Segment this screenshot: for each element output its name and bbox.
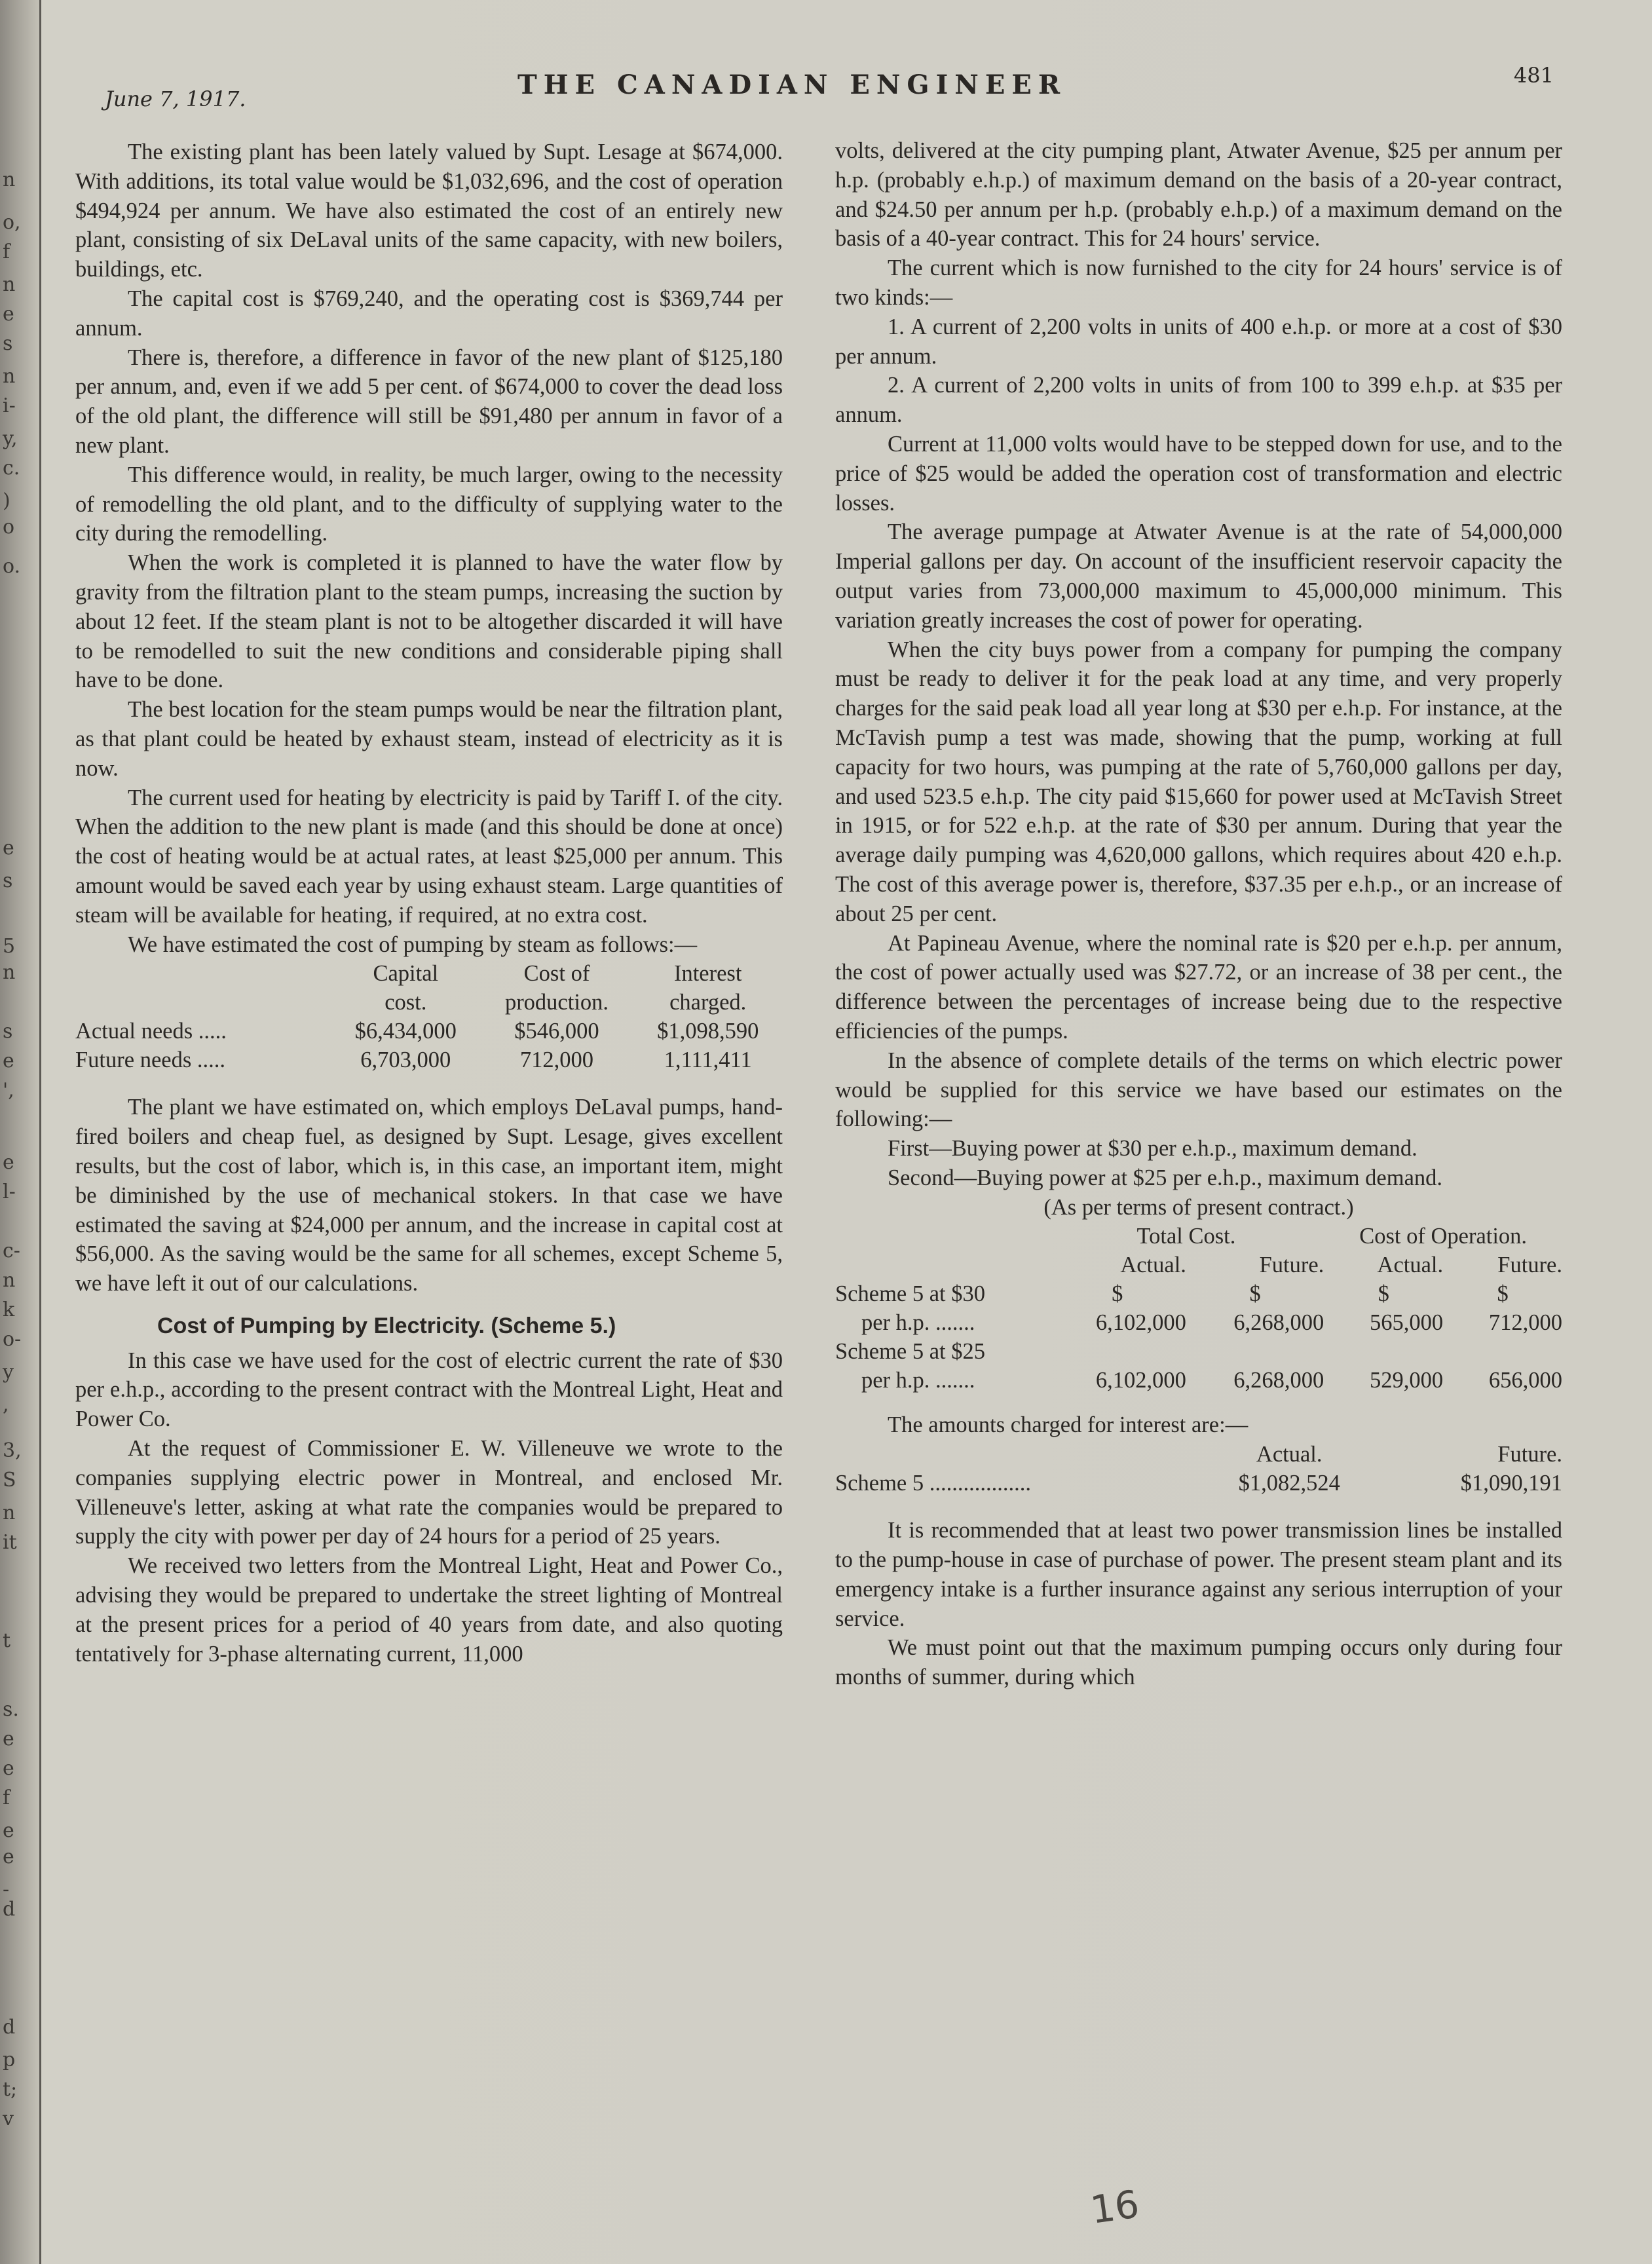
paragraph: Second—Buying power at $25 per e.h.p., maximum demand. xyxy=(888,1165,1443,1190)
paragraph: At Papineau Avenue, where the nominal rate is $20 per e.h.p. per annum, the cost of power actually used was $27.72, or an increase of 38 per cent., the difference between the percentages of increase being due to the respective efficiencies of the pumps. xyxy=(835,930,1562,1044)
margin-char: f xyxy=(3,240,10,263)
table-cell: 1,111,411 xyxy=(664,1047,752,1073)
column-header: Cost of xyxy=(523,961,590,987)
margin-char: e xyxy=(3,1845,14,1868)
table-row xyxy=(835,1308,1562,1337)
table-row xyxy=(75,1046,783,1074)
column-header: Future. xyxy=(1497,1253,1562,1278)
margin-char: o xyxy=(3,516,15,538)
table-row xyxy=(75,1017,783,1046)
running-header xyxy=(85,60,1554,111)
paragraph: The plant we have estimated on, which employs DeLaval pumps, hand-fired boilers and cheap fuel, as designed by Supt. Lesage, gives excellent results, but the cost of labor, which is, in this case, an important item, might be diminished by the use of mechanical stokers. In that case we have estimated the saving at $24,000 per annum, and the increase in capital cost at $56,000. As the saving would be the same for all schemes, except Scheme 5, we have left it out of our calculations. xyxy=(75,1095,783,1296)
table-cell: 6,268,000 xyxy=(1233,1310,1324,1336)
row-label: Scheme 5 .................. xyxy=(835,1471,1031,1496)
margin-char: s xyxy=(3,332,13,355)
margin-char: k xyxy=(3,1298,15,1321)
table-cell: 6,102,000 xyxy=(1095,1368,1186,1393)
table-cell: 6,703,000 xyxy=(360,1047,451,1073)
margin-char: e xyxy=(3,1151,14,1174)
margin-char: e xyxy=(3,1819,14,1842)
margin-char: ) xyxy=(3,489,10,512)
group-header: Cost of Operation. xyxy=(1359,1224,1528,1249)
paragraph: At the request of Commissioner E. W. Villeneuve we wrote to the companies supplying electric power in Montreal, and enclosed Mr. Villeneuve's letter, asking at what rate the companies would be prepared to supply the city with power per day of 24 hours for a period of 25 years. xyxy=(75,1436,783,1549)
margin-char: , xyxy=(3,1393,9,1416)
currency-sign: $ xyxy=(1378,1281,1389,1307)
row-label: Scheme 5 at $25 xyxy=(835,1339,985,1365)
row-label: Scheme 5 at $30 xyxy=(835,1281,985,1307)
paragraph: 2. A current of 2,200 volts in units of from 100 to 399 e.h.p. at $35 per annum. xyxy=(835,373,1562,428)
margin-char: it xyxy=(3,1531,17,1554)
column-header: charged. xyxy=(669,990,747,1015)
margin-char: l- xyxy=(3,1180,16,1203)
paragraph: The existing plant has been lately valued by Supt. Lesage at $674,000. With additions, its total value would be $1,032,696, and the cost of operation $494,924 per annum. We have also estimated the cost of an entirely new plant, consisting of six DeLaval units of the same capacity, with new boilers, buildings, etc. xyxy=(75,140,783,282)
margin-char: f xyxy=(3,1786,10,1809)
table-cell: 6,102,000 xyxy=(1095,1310,1186,1336)
paragraph: 1. A current of 2,200 volts in units of 400 e.h.p. or more at a cost of $30 per annum. xyxy=(835,314,1562,369)
margin-char: o, xyxy=(3,211,21,234)
column-header: cost. xyxy=(385,990,427,1015)
margin-char: 5 xyxy=(3,935,16,958)
handwritten-mark: 16 xyxy=(1087,2181,1142,2233)
margin-char: c. xyxy=(3,457,20,480)
margin-char: i- xyxy=(3,394,16,417)
margin-char: n xyxy=(3,168,16,191)
currency-sign: $ xyxy=(1249,1281,1261,1307)
margin-char: e xyxy=(3,1049,14,1072)
column-header: Future. xyxy=(1497,1442,1562,1467)
currency-sign: $ xyxy=(1497,1281,1509,1307)
table-cell: $6,434,000 xyxy=(354,1019,457,1044)
row-label: per h.p. ....... xyxy=(861,1310,975,1336)
margin-char: s xyxy=(3,869,13,892)
interest-table xyxy=(835,1440,1562,1498)
margin-char: t; xyxy=(3,2078,18,2101)
row-label: Actual needs ..... xyxy=(75,1019,227,1044)
paragraph: In this case we have used for the cost of electric current the rate of $30 per e.h.p., according to the present contract with the Montreal Light, Heat and Power Co. xyxy=(75,1348,783,1432)
table-caption: (As per terms of present contract.) xyxy=(1043,1194,1354,1220)
paragraph: There is, therefore, a difference in favor of the new plant of $125,180 per annum, and, even if we add 5 per cent. of $674,000 to cover the dead loss of the old plant, the difference will still be $91,480 per annum in favor of a new plant. xyxy=(75,345,783,458)
table-cell: $546,000 xyxy=(514,1019,599,1044)
margin-char: e xyxy=(3,837,14,859)
margin-char: e xyxy=(3,1727,14,1750)
right-column xyxy=(835,136,1562,1692)
margin-char: s xyxy=(3,1020,13,1043)
column-header: Actual. xyxy=(1120,1253,1186,1278)
paragraph: We have estimated the cost of pumping by steam as follows:— xyxy=(128,932,698,957)
column-header: Interest xyxy=(673,961,742,987)
paragraph: It is recommended that at least two power transmission lines be installed to the pump-house in case of purchase of power. The present steam plant and its emergency intake is a further insurance against any serious interruption of your service. xyxy=(835,1518,1562,1631)
table-cell: $1,098,590 xyxy=(657,1019,759,1044)
paragraph: The current used for heating by electricity is paid by Tariff I. of the city. When the addition to the new plant is made (and this should be done at once) the cost of heating would be at actual rates, at least $25,000 per annum. This amount would be saved each year by using exhaust steam. Large quantities of steam will be available for heating, if required, at no extra cost. xyxy=(75,785,783,928)
table-cell: 712,000 xyxy=(1488,1310,1562,1336)
column-header: production. xyxy=(504,990,609,1015)
left-column xyxy=(75,138,783,1669)
margin-char: o. xyxy=(3,555,21,578)
margin-char: p xyxy=(3,2048,16,2071)
row-label: Future needs ..... xyxy=(75,1047,226,1073)
journal-title: THE CANADIAN ENGINEER xyxy=(517,69,1067,100)
header-date: June 7, 1917. xyxy=(105,86,246,111)
row-label: per h.p. ....... xyxy=(861,1368,975,1393)
paragraph: This difference would, in reality, be much larger, owing to the necessity of remodelling the old plant, and to the difficulty of supplying water to the city during the remodelling. xyxy=(75,462,783,546)
table-row xyxy=(835,1337,1562,1366)
table-cell: $1,082,524 xyxy=(1238,1471,1340,1496)
margin-char: c- xyxy=(3,1239,20,1262)
margin-char: 3, xyxy=(3,1439,22,1462)
table-cell: 6,268,000 xyxy=(1233,1368,1324,1393)
table-cell: 565,000 xyxy=(1370,1310,1444,1336)
paragraph: The amounts charged for interest are:— xyxy=(888,1412,1248,1438)
margin-char: n xyxy=(3,961,16,984)
steam-cost-table xyxy=(75,959,783,1074)
margin-char: e xyxy=(3,303,14,326)
column-header: Actual. xyxy=(1256,1442,1323,1467)
paragraph: First—Buying power at $30 per e.h.p., maximum demand. xyxy=(888,1136,1417,1161)
section-heading: Cost of Pumping by Electricity. (Scheme 5.) xyxy=(157,1313,616,1338)
paragraph: When the work is completed it is planned to have the water flow by gravity from the filtration plant to the steam pumps, increasing the suction by about 12 feet. If the steam plant is not to be altogether discarded it will have to be remodelled to suit the new conditions and considerable piping shall have to be done. xyxy=(75,550,783,693)
table-cell: 712,000 xyxy=(519,1047,594,1073)
margin-char: d xyxy=(3,2016,16,2039)
currency-sign: $ xyxy=(1112,1281,1123,1307)
table-row xyxy=(835,1366,1562,1395)
paragraph: The best location for the steam pumps would be near the filtration plant, as that plant could be heated by exhaust steam, instead of electricity as it is now. xyxy=(75,697,783,781)
margin-char: y, xyxy=(3,427,18,450)
table-cell: 529,000 xyxy=(1370,1368,1444,1393)
group-header: Total Cost. xyxy=(1136,1224,1236,1249)
column-header: Actual. xyxy=(1377,1253,1444,1278)
margin-char: S xyxy=(3,1469,16,1492)
paragraph: When the city buys power from a company for pumping the company must be ready to deliver it for the peak load at any time, and very properly charges for the said peak load all year long at $30 per e.h.p. For instance, at the McTavish pump a test was made, showing that the pump, working at full capacity for two hours, was pumping at the rate of 5,760,000 gallons per day, and used 523.5 e.h.p. The city paid $15,660 for power used at McTavish Street in 1915, or for 522 e.h.p. at the rate of $30 per annum. During that year the average daily pumping was 4,620,000 gallons, which requires about 420 e.h.p. The cost of this average power is, therefore, $37.35 per e.h.p., or an increase of about 25 per cent. xyxy=(835,637,1562,926)
page-number: 481 xyxy=(1513,63,1554,88)
table-cell: $1,090,191 xyxy=(1460,1471,1562,1496)
margin-char: n xyxy=(3,365,16,388)
electric-cost-table xyxy=(835,1222,1562,1395)
margin-char: n xyxy=(3,1501,16,1524)
paragraph: The average pumpage at Atwater Avenue is at the rate of 54,000,000 Imperial gallons per day. On account of the insufficient reservoir capacity the output varies from 73,000,000 maximum to 45,000,000 minimum. This variation greatly increases the cost of power for operating. xyxy=(835,519,1562,633)
margin-char: n xyxy=(3,1269,16,1292)
table-row xyxy=(835,1279,1562,1308)
margin-char: t xyxy=(3,1629,11,1652)
table-cell: 656,000 xyxy=(1488,1368,1562,1393)
column-header: Future. xyxy=(1259,1253,1324,1278)
margin-char: s. xyxy=(3,1698,19,1721)
margin-char: -d xyxy=(3,1878,16,1921)
paragraph: Current at 11,000 volts would have to be stepped down for use, and to the price of $25 would be added the operation cost of transformation and electric losses. xyxy=(835,431,1562,516)
column-header: Capital xyxy=(373,961,439,987)
paragraph: The capital cost is $769,240, and the operating cost is $369,744 per annum. xyxy=(75,286,783,341)
margin-char: y xyxy=(3,1361,14,1384)
paragraph: In the absence of complete details of the terms on which electric power would be supplied for this service we have based our estimates on the following:— xyxy=(835,1047,1562,1132)
paragraph: We received two letters from the Montreal Light, Heat and Power Co., advising they would be prepared to undertake the street lighting of Montreal at the present prices for a period of 40 years from date, and also quoting tentatively for 3-phase alternating current, 11,000 xyxy=(75,1553,783,1667)
paragraph: We must point out that the maximum pumping occurs only during four months of summer, during which xyxy=(835,1635,1562,1690)
paragraph: volts, delivered at the city pumping plant, Atwater Avenue, $25 per annum per h.p. (probably e.h.p.) of maximum demand on the basis of a 20-year contract, and $24.50 per annum per h.p. (probably e.h.p.) of a maximum demand on the basis of a 40-year contract. This for 24 hours' service. xyxy=(835,138,1562,252)
paragraph: The current which is now furnished to the city for 24 hours' service is of two kinds:— xyxy=(835,255,1562,310)
margin-char: ', xyxy=(3,1079,14,1102)
margin-char: n xyxy=(3,273,16,296)
margin-char: o- xyxy=(3,1328,22,1351)
table-row xyxy=(835,1469,1562,1498)
margin-char: e xyxy=(3,1757,14,1780)
margin-char: v xyxy=(3,2107,14,2130)
